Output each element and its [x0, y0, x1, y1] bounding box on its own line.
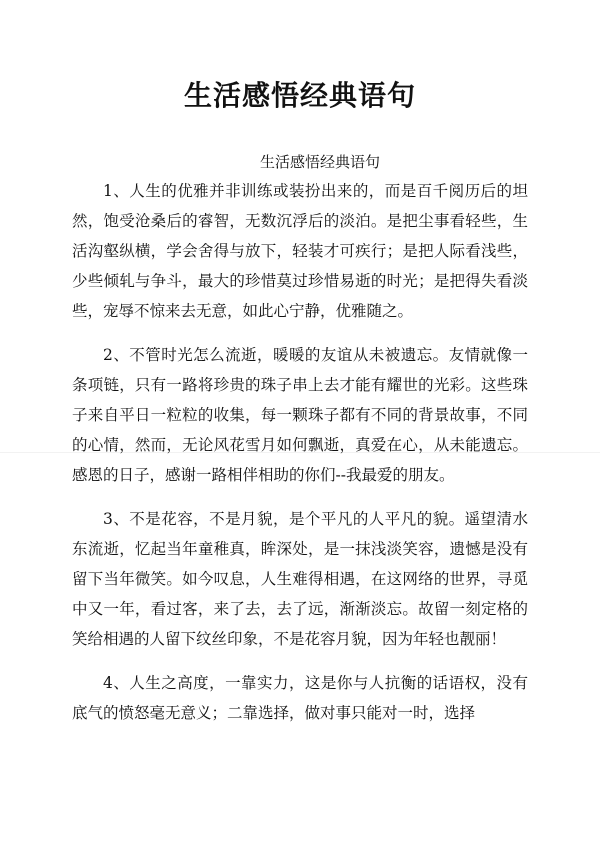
- paragraph-3: 3、不是花容，不是月貌，是个平凡的人平凡的貌。遥望清水东流逝，忆起当年童稚真，眸深处，是一抹浅淡笑容，遗憾是没有留下当年微笑。如今叹息，人生难得相遇，在这网络的世界，寻觅中又一年，看过客，来了去，去了远，渐渐淡忘。故留一刻定格的笑给相遇的人留下纹丝印象，不是花容月貌，因为年轻也靓丽！: [72, 510, 528, 648]
- paragraph-2: 2、不管时光怎么流逝，暖暖的友谊从未被遗忘。友情就像一条项链，只有一路将珍贵的珠子串上去才能有耀世的光彩。这些珠子来自平日一粒粒的收集，每一颗珠子都有不同的背景故事，不同的心情，然而，无论风花雪月如何飘逝，真爱在心，从未能遗忘。感恩的日子，感谢一路相伴相助的你们--我最爱的朋友。: [72, 346, 528, 484]
- sub-title: 生活感悟经典语句: [260, 153, 381, 171]
- paragraph-4: 4、人生之高度，一靠实力，这是你与人抗衡的话语权，没有底气的愤怒毫无意义；二靠选择，做对事只能对一时，选择: [72, 674, 528, 722]
- page-title: 生活感悟经典语句: [183, 79, 416, 112]
- document-body: [72, 176, 528, 742]
- paragraph-1: 1、人生的优雅并非训练或装扮出来的，而是百千阅历后的坦然，饱受沧桑后的睿智，无数沉浮后的淡泊。是把尘事看轻些，生活沟壑纵横，学会舍得与放下，轻装才可疾行；是把人际看浅些，少些倾轧与争斗，最大的珍惜莫过珍惜易逝的时光；是把得失看淡些，宠辱不惊来去无意，如此心宁静，优雅随之。: [72, 182, 528, 320]
